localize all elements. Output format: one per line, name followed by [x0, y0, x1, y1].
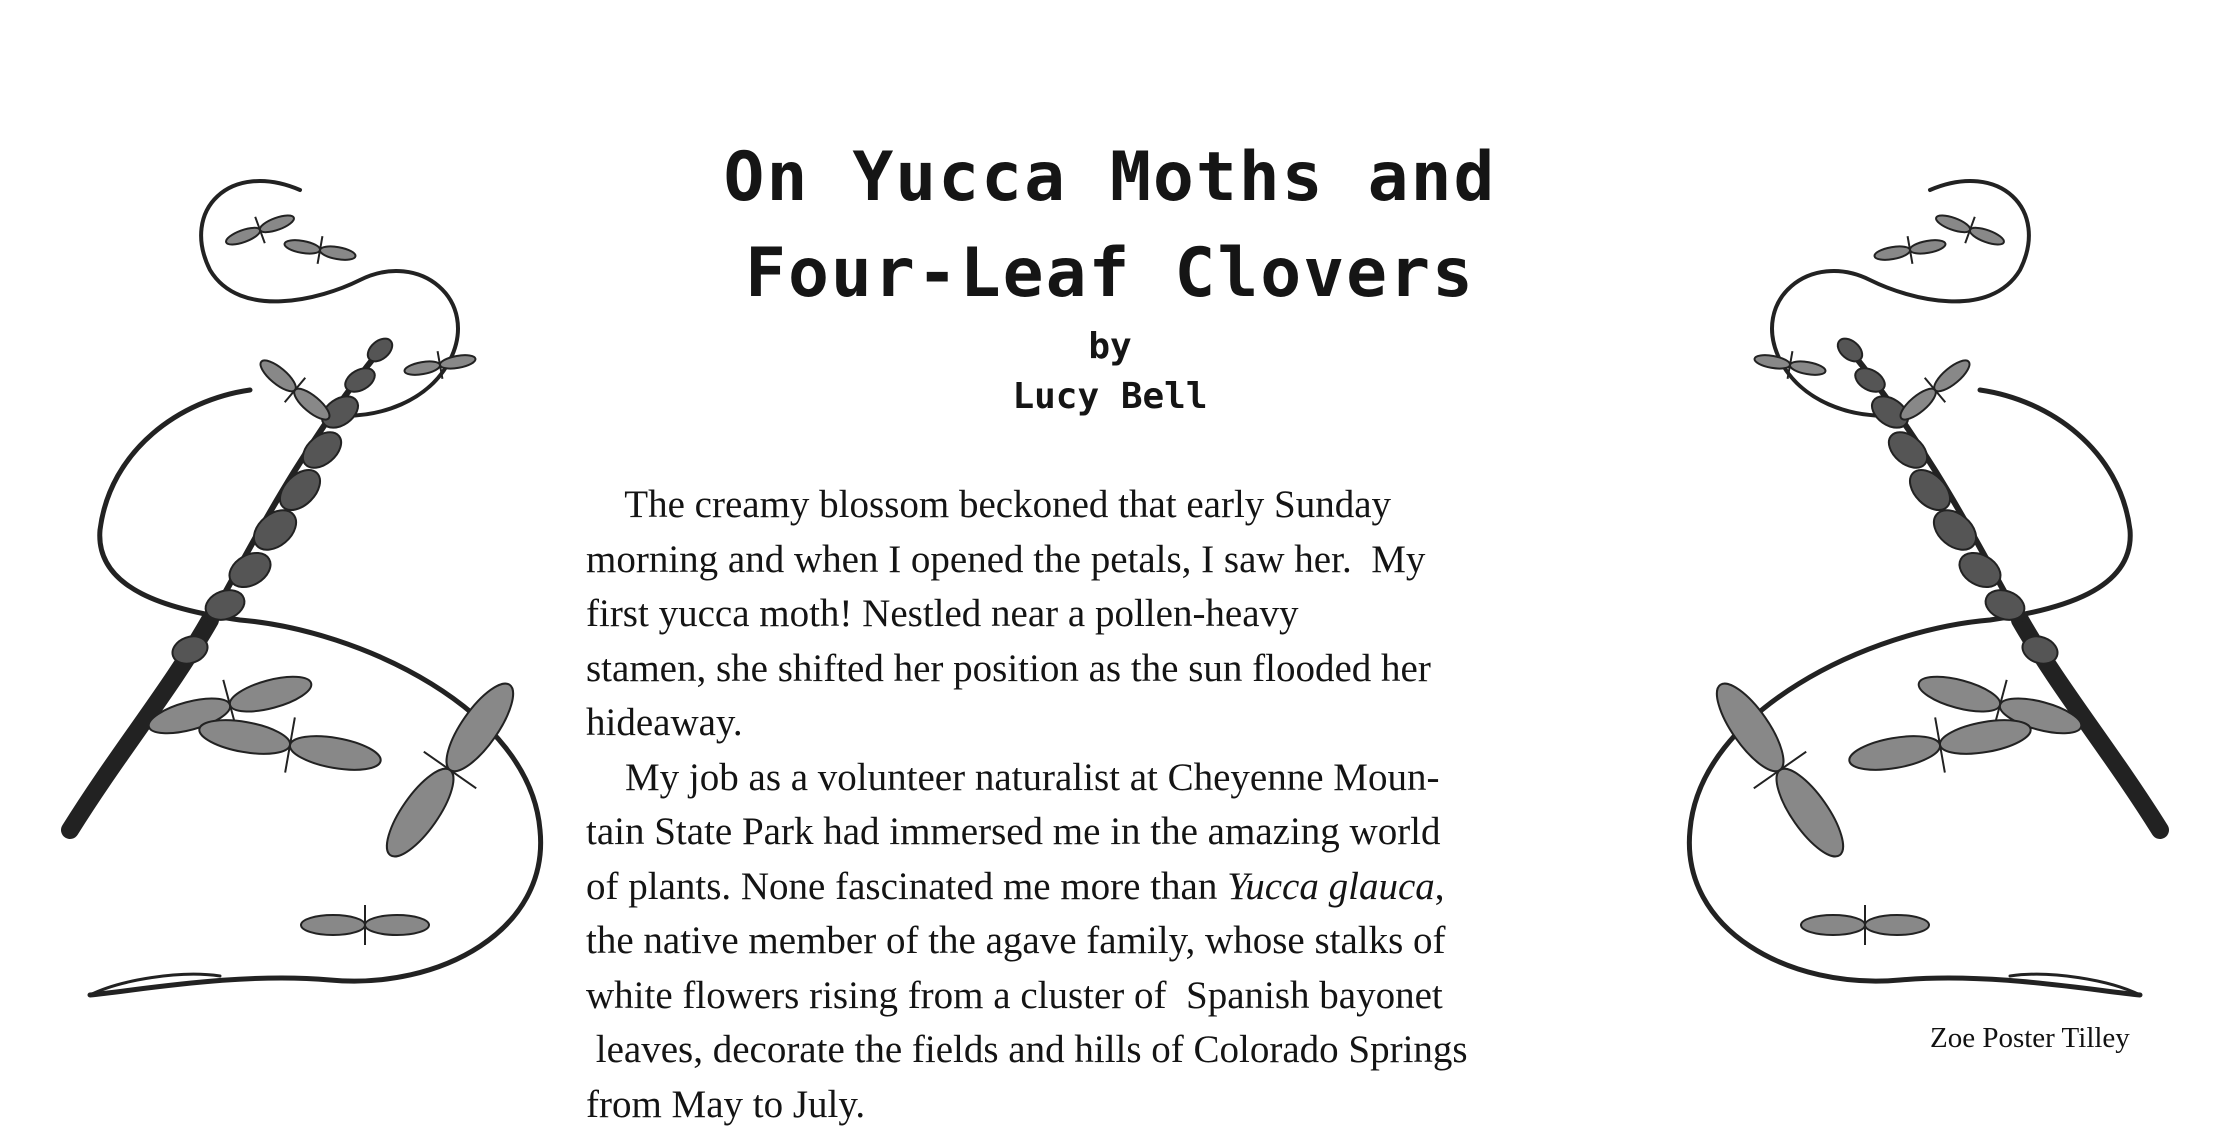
article-line: stamen, she shifted her position as the sun flooded her — [586, 646, 1431, 690]
article-line: hideaway. — [586, 701, 743, 744]
article-line: tain State Park had immersed me in the amazing world — [586, 810, 1441, 853]
article-line: The creamy blossom beckoned that early Sunday — [586, 483, 1392, 526]
article-line — [586, 860, 1636, 915]
byline-author: Lucy Bell — [1012, 376, 1208, 417]
species-name: Yucca glauca — [1227, 864, 1435, 908]
article-line: white flowers rising from a cluster of Spanish bayonet — [586, 973, 1443, 1017]
article-title-line-2: Four-Leaf Clovers — [745, 234, 1475, 313]
byline-by: by — [1088, 326, 1132, 367]
yucca-moth-illustration-left — [60, 150, 560, 1010]
article-line: leaves, decorate the fields and hills of Colorado Springs — [586, 1028, 1468, 1071]
article-title-line-1: On Yucca Moths and — [723, 138, 1497, 217]
article-body — [586, 478, 1636, 1132]
article-line-text: , — [1434, 864, 1445, 908]
yucca-moth-illustration-right — [1670, 150, 2170, 1010]
article-line: first yucca moth! Nestled near a pollen-heavy — [586, 592, 1299, 635]
article-line: the native member of the agave family, whose stalks of — [586, 919, 1446, 962]
article-line: My job as a volunteer naturalist at Cheyenne Moun- — [586, 755, 1440, 799]
article-line: morning and when I opened the petals, I saw her. My — [586, 537, 1426, 581]
title-block — [560, 130, 1660, 422]
article-line: from May to July. — [586, 1082, 866, 1126]
article-line-text: of plants. None fascinated me more than — [586, 864, 1228, 908]
illustration-credit: Zoe Poster Tilley — [1930, 1022, 2130, 1054]
